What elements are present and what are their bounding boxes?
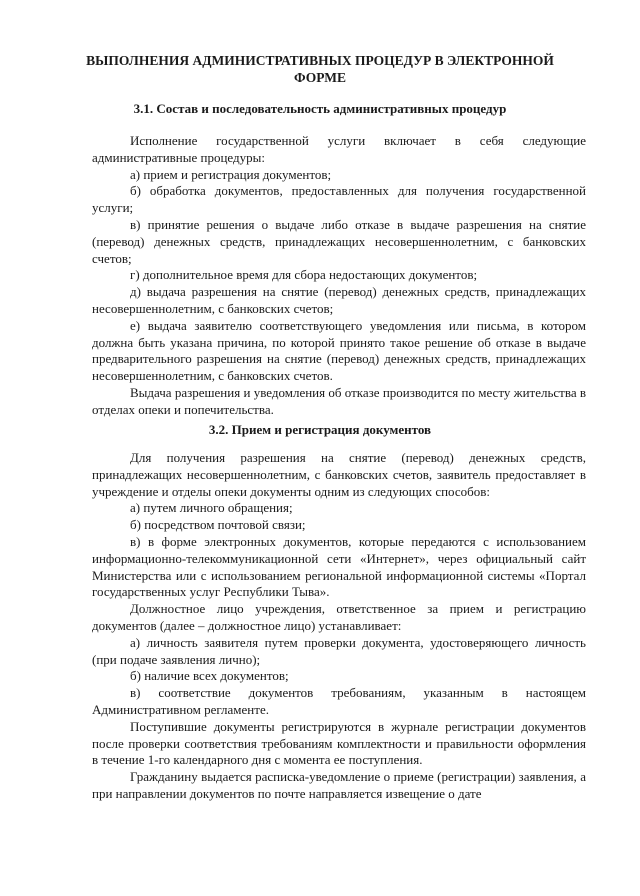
list-item: б) обработка документов, предоставленных для получения государственной услуги; [92,183,586,216]
list-item: г) дополнительное время для сбора недостающих документов; [130,267,478,283]
list-item: в) принятие решения о выдаче либо отказе в выдаче разрешения на снятие (перевод) денежных средств, принадлежащих несовершеннолетним, с банковских счетов; [92,216,586,266]
list-item: а) путем личного обращения; [130,500,293,516]
paragraph: Исполнение государственной услуги включает в себя следующие административные процедуры: [92,133,586,165]
paragraph: Должностное лицо учреждения, ответственное за прием и регистрацию документов (далее – должностное лицо) устанавливает: [92,601,586,633]
list-item: а) личность заявителя путем проверки документа, удостоверяющего личность (при подаче заявления лично); [92,634,586,667]
section-body-3-2 [92,450,586,803]
paragraph: Поступившие документы регистрируются в журнале регистрации документов после проверки соответствия требованиям комплектности и правильности оформления в течение 1-го календарного дня с момента ее поступления. [92,718,586,768]
section-heading-3-1: 3.1. Состав и последовательность административных процедур [133,101,507,116]
list-item: в) соответствие документов требованиям, указанным в настоящем Административном регламенте. [92,685,586,717]
list-item: б) наличие всех документов; [130,668,289,684]
list-item: в) в форме электронных документов, которые передаются с использованием информационно-телекоммуникационной сети «Интернет», через официальный сайт Министерства или с использованием региональной информационной системы «Портал государственных услуг Республики Тыва». [92,533,586,600]
section-body-3-1 [92,133,586,419]
list-item: е) выдача заявителю соответствующего уведомления или письма, в котором должна быть указана причина, по которой принято такое решение об отказе в выдаче предварительного разрешения на снятие (перевод) денежных средств, принадлежащих несовершеннолетним, с банковских счетов. [92,317,586,384]
section-heading-3-2: 3.2. Прием и регистрация документов [208,422,432,437]
paragraph: Для получения разрешения на снятие (перевод) денежных средств, принадлежащих несовершеннолетним, с банковских счетов, заявитель предоставляет в учреждение и отделы опеки документы одним из следующих способов: [92,450,586,499]
list-item: д) выдача разрешения на снятие (перевод) денежных средств, принадлежащих несовершеннолетним, с банковских счетов; [92,284,586,316]
list-item: б) посредством почтовой связи; [130,517,306,533]
paragraph: Гражданину выдается расписка-уведомление о приеме (регистрации) заявления, а при направлении документов по почте направляется извещение о дате [92,769,586,801]
paragraph: Выдача разрешения и уведомления об отказе производится по месту жительства в отделах опеки и попечительства. [92,384,586,417]
document-title: ВЫПОЛНЕНИЯ АДМИНИСТРАТИВНЫХ ПРОЦЕДУР В ЭЛЕКТРОННОЙ ФОРМЕ [86,53,554,85]
list-item: а) прием и регистрация документов; [130,166,332,182]
